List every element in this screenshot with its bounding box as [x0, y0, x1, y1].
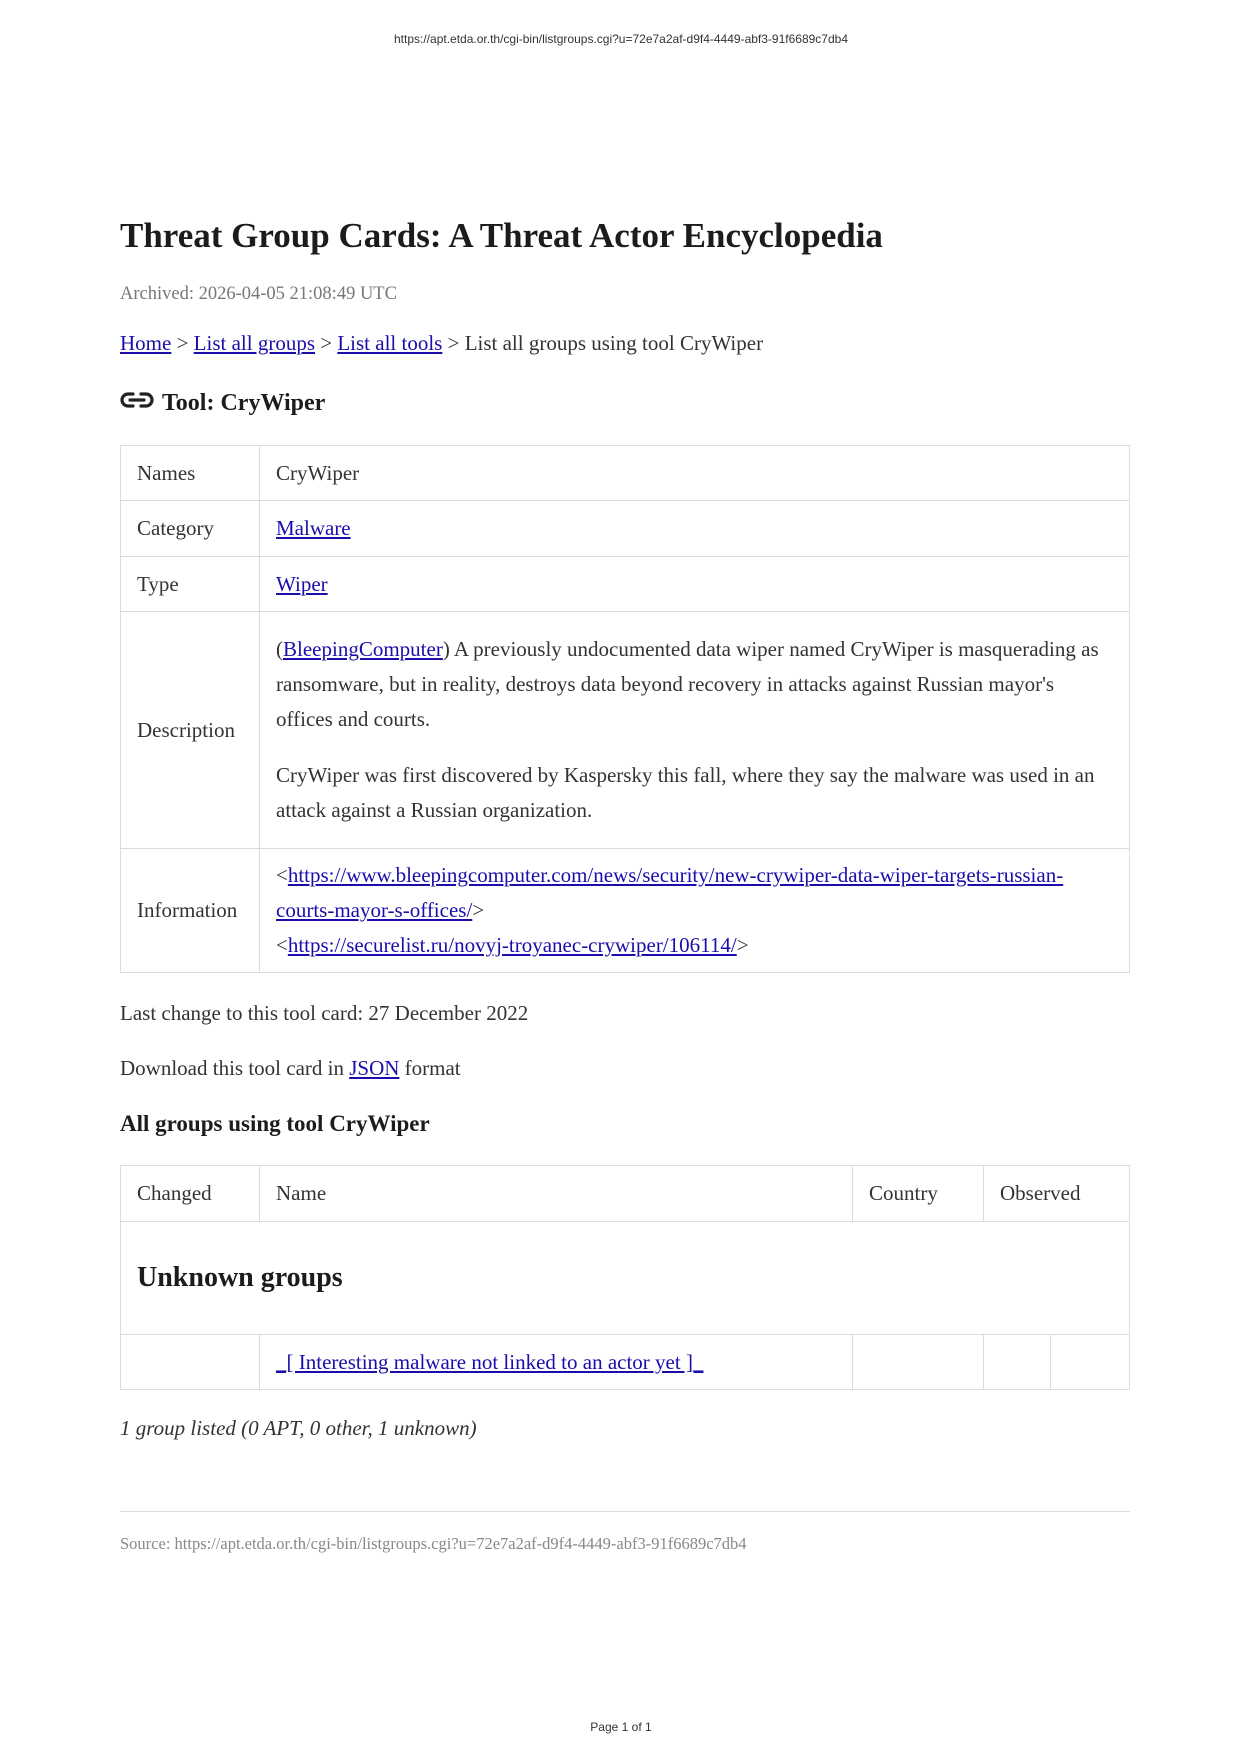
- information-item: [276, 928, 1113, 963]
- description-paragraph: [276, 632, 1113, 737]
- breadcrumb-current: List all groups using tool CryWiper: [464, 331, 764, 355]
- tool-heading-text: Tool: CryWiper: [162, 390, 326, 416]
- bleepingcomputer-link[interactable]: BleepingComputer: [283, 637, 443, 661]
- angle-bracket: <: [276, 933, 288, 957]
- information-item: [276, 858, 1113, 928]
- information-link-1[interactable]: https://www.bleepingcomputer.com/news/security/new-crywiper-data-wiper-targets-russian-courts-mayor-s-offices/: [276, 863, 1064, 922]
- name-cell: [260, 1335, 853, 1390]
- country-cell: [853, 1335, 984, 1390]
- angle-bracket: <: [276, 863, 288, 887]
- category-cell: [260, 501, 1130, 557]
- breadcrumb-tools-link[interactable]: List all tools: [337, 331, 443, 355]
- divider: [120, 1511, 1130, 1512]
- description-label: Description: [121, 612, 260, 849]
- type-link[interactable]: Wiper: [276, 571, 328, 596]
- description-paragraph: CryWiper was first discovered by Kaspersky this fall, where they say the malware was used in an attack against a Russian organization.: [276, 763, 1095, 822]
- last-change-note: Last change to this tool card: 27 December 2022: [120, 1001, 529, 1025]
- names-label: Names: [121, 446, 260, 501]
- groups-heading: All groups using tool CryWiper: [120, 1111, 430, 1136]
- information-link-2[interactable]: https://securelist.ru/novyj-troyanec-crywiper/106114/: [287, 933, 737, 957]
- download-suffix: format: [404, 1056, 461, 1080]
- table-row: [121, 446, 1130, 501]
- tool-info-table: [120, 445, 1130, 973]
- column-header-country: Country: [853, 1166, 984, 1222]
- breadcrumb-separator: >: [320, 331, 333, 355]
- json-download-link[interactable]: JSON: [349, 1056, 400, 1080]
- extra-cell: [1051, 1335, 1130, 1390]
- table-row: [121, 501, 1130, 557]
- breadcrumb-home-link[interactable]: Home: [120, 331, 172, 355]
- main-content: [120, 214, 1130, 1554]
- table-section-row: [121, 1222, 1130, 1335]
- source-footer: Source: https://apt.etda.or.th/cgi-bin/listgroups.cgi?u=72e7a2af-d9f4-4449-abf3-91f6689c7db4: [120, 1534, 747, 1553]
- breadcrumb-separator: >: [176, 331, 189, 355]
- table-row: [121, 557, 1130, 612]
- angle-bracket: >: [472, 898, 485, 922]
- column-header-changed: Changed: [121, 1166, 260, 1222]
- information-cell: [260, 849, 1130, 973]
- changed-cell: [121, 1335, 260, 1390]
- breadcrumb: [120, 331, 1130, 356]
- groups-summary: 1 group listed (0 APT, 0 other, 1 unknown): [120, 1416, 477, 1440]
- column-header-name: Name: [260, 1166, 853, 1222]
- paren: (: [276, 637, 283, 661]
- category-label: Category: [121, 501, 260, 557]
- category-link[interactable]: Malware: [276, 516, 351, 540]
- column-header-observed: Observed: [984, 1166, 1130, 1222]
- observed-cell: [984, 1335, 1051, 1390]
- download-prefix: Download this tool card in: [120, 1056, 344, 1080]
- table-header-row: [121, 1166, 1130, 1222]
- groups-table: [120, 1165, 1130, 1390]
- type-label: Type: [121, 557, 260, 612]
- link-icon: [120, 391, 154, 409]
- page-number: Page 1 of 1: [590, 1720, 652, 1734]
- names-value: CryWiper: [260, 446, 1130, 501]
- type-cell: [260, 557, 1130, 612]
- group-link[interactable]: _[ Interesting malware not linked to an actor yet ]_: [276, 1349, 704, 1374]
- breadcrumb-separator: >: [447, 331, 460, 355]
- description-cell: [260, 612, 1130, 849]
- description-text: ) A previously undocumented data wiper named CryWiper is masquerading as ransomware, but in reality, destroys data beyond recovery in attacks against Russian mayor's offices and courts.: [276, 637, 1099, 731]
- tool-heading: [120, 390, 1130, 417]
- page-title: Threat Group Cards: A Threat Actor Encyclopedia: [120, 216, 883, 255]
- table-row: [121, 612, 1130, 849]
- download-note: [120, 1056, 1130, 1081]
- breadcrumb-groups-link[interactable]: List all groups: [193, 331, 315, 355]
- information-label: Information: [121, 849, 260, 973]
- archived-timestamp: Archived: 2026-04-05 21:08:49 UTC: [120, 284, 397, 304]
- table-row: [121, 849, 1130, 973]
- angle-bracket: >: [736, 933, 749, 957]
- unknown-groups-heading: Unknown groups: [121, 1222, 1130, 1335]
- print-header-url: https://apt.etda.or.th/cgi-bin/listgroups.cgi?u=72e7a2af-d9f4-4449-abf3-91f6689c7db4: [394, 32, 848, 46]
- table-row: [121, 1335, 1130, 1390]
